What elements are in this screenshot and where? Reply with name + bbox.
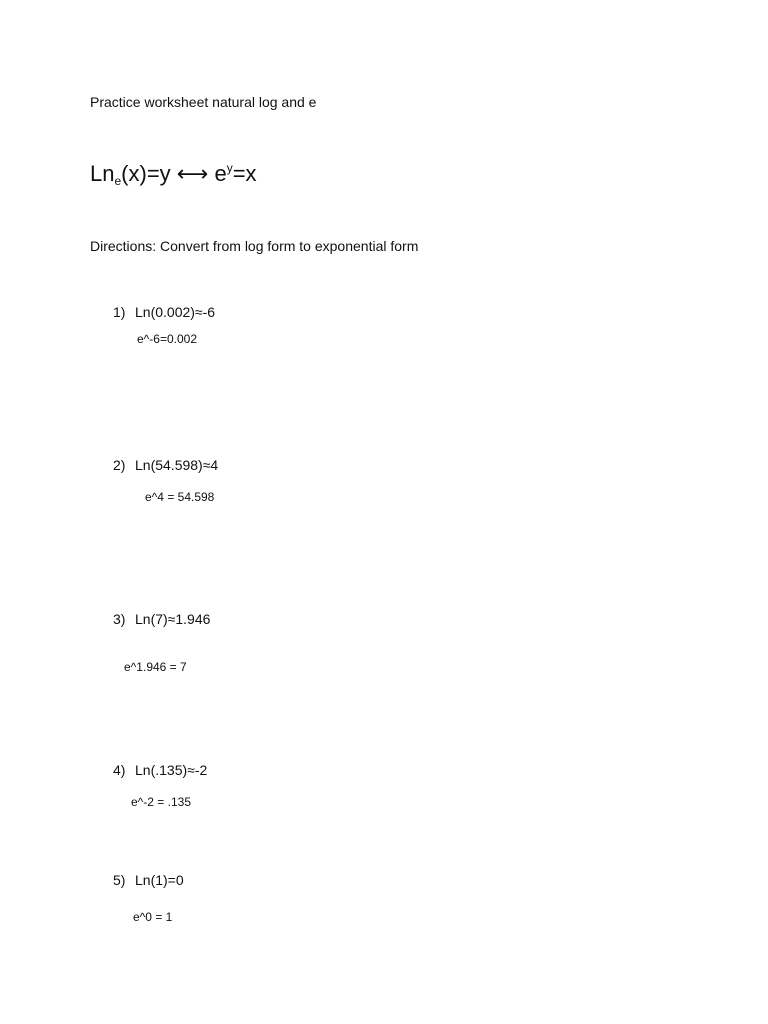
worksheet-title: Practice worksheet natural log and e (90, 94, 317, 110)
problem-number: 1) (113, 304, 126, 320)
problem-number: 5) (113, 872, 126, 888)
log-exponential-formula (90, 160, 257, 191)
problem-number: 2) (113, 457, 126, 473)
formula-exp-base: e (214, 161, 227, 186)
problem-1 (113, 303, 215, 321)
problem-number: 3) (113, 611, 126, 627)
problem-3 (113, 610, 210, 628)
formula-exp-power: y (226, 161, 233, 175)
problem-expression: Ln(54.598)≈4 (135, 457, 219, 473)
problem-5 (113, 871, 184, 889)
problem-number: 4) (113, 762, 126, 778)
problem-2 (113, 456, 218, 474)
problem-expression: Ln(.135)≈-2 (135, 762, 208, 778)
answer-4: e^-2 = .135 (131, 795, 192, 809)
formula-left-side: (x)=y (121, 161, 171, 186)
formula-ln: Ln (90, 161, 115, 186)
double-arrow-icon: ⟷ (170, 161, 215, 186)
answer-1: e^-6=0.002 (137, 332, 198, 346)
answer-2: e^4 = 54.598 (145, 490, 215, 504)
formula-right-side: =x (232, 161, 257, 186)
directions-text: Directions: Convert from log form to exponential form (90, 238, 419, 254)
answer-5: e^0 = 1 (133, 910, 173, 924)
answer-3: e^1.946 = 7 (124, 660, 187, 674)
problem-4 (113, 761, 207, 779)
problem-expression: Ln(7)≈1.946 (135, 611, 211, 627)
formula-base-subscript: e (114, 174, 122, 188)
problem-expression: Ln(1)=0 (135, 872, 184, 888)
problem-expression: Ln(0.002)≈-6 (135, 304, 216, 320)
